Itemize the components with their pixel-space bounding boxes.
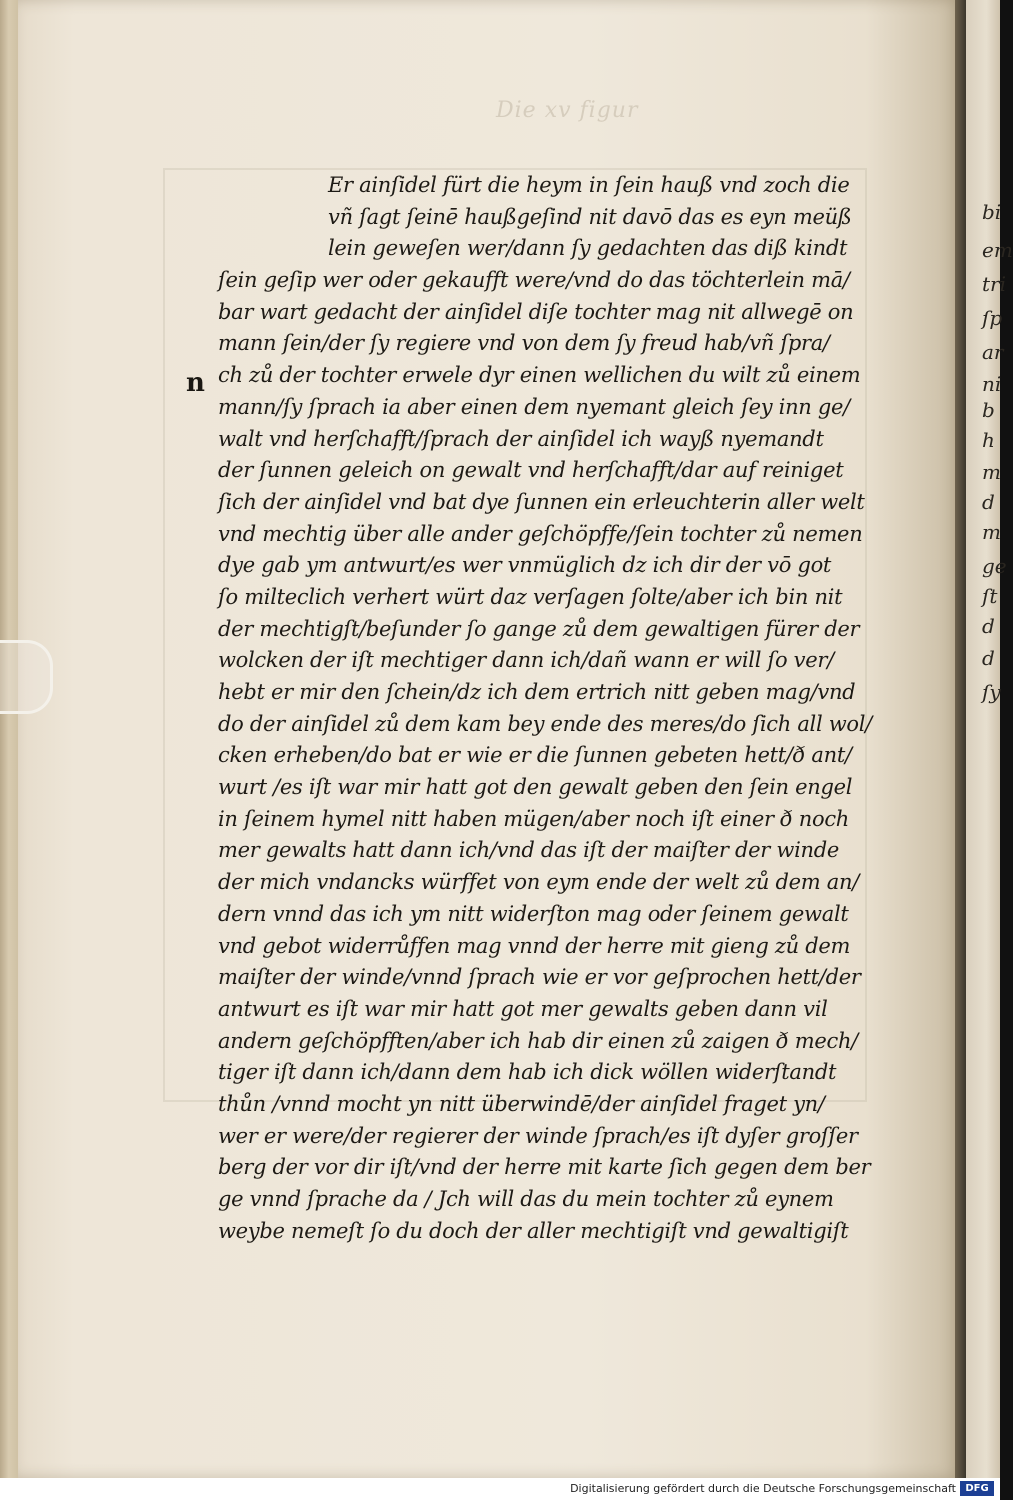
text-line: antwurt es iſt war mir hatt got mer gewalts geben dann vil: [218, 996, 828, 1021]
text-line: ſich der ainſidel vnd bat dye ſunnen ein erleuchterin aller welt: [218, 489, 865, 514]
facing-page-fragment: ſy: [982, 680, 1001, 704]
facing-page-fragment: m: [982, 460, 1001, 484]
text-line: der ſunnen geleich on gewalt vnd herſchafft/dar auf reiniget: [218, 458, 844, 483]
text-line: lein geweſen wer/dann ſy gedachten das diß kindt: [328, 236, 848, 261]
text-line: vnd gebot widerrůffen mag vnnd der herre mit gieng zů dem: [218, 933, 851, 958]
text-line: mann ſein/der ſy regiere vnd von dem ſy freud hab/vñ ſpra/: [218, 331, 830, 356]
text-line: ch zů der tochter erwele dyr einen wellichen du wilt zů einem: [218, 363, 861, 388]
text-line: wer er were/der regierer der winde ſprach/es iſt dyſer groſſer: [218, 1123, 858, 1148]
text-line: dern vnnd das ich ym nitt widerſton mag oder ſeinem gewalt: [218, 901, 849, 926]
dfg-logo: DFG: [960, 1481, 994, 1496]
facing-page-fragment: bi: [982, 200, 1002, 224]
text-line: wurt /es iſt war mir hatt got den gewalt geben den ſein engel: [218, 775, 853, 800]
facing-page-fragment: ge: [982, 554, 1007, 578]
text-line: vnd mechtig über alle ander geſchöpffe/ſein tochter zů nemen: [218, 521, 863, 546]
text-line: walt vnd herſchafft/ſprach der ainſidel ich wayß nyemandt: [218, 426, 824, 451]
text-line: in ſeinem hymel nitt haben mügen/aber noch iſt einer ð noch: [218, 806, 850, 831]
text-line: der mich vndancks würffet von eym ende der welt zů dem an/: [218, 870, 859, 895]
text-line: berg der vor dir iſt/vnd der herre mit karte ſich gegen dem ber: [218, 1155, 871, 1180]
facing-page-fragment: ſp: [982, 306, 1003, 330]
facing-page-fragment: ſt: [982, 584, 998, 608]
text-line: bar wart gedacht der ainſidel diſe tochter mag nit allwegē on: [218, 299, 854, 324]
text-line: weybe nemeſt ſo du doch der aller mechtigiſt vnd gewaltigiſt: [218, 1218, 849, 1243]
text-line: hebt er mir den ſchein/dz ich dem ertrich nitt geben mag/vnd: [218, 680, 856, 704]
facing-page-edge: [966, 0, 1013, 1478]
faint-header: Die xv figur: [496, 98, 639, 123]
facing-page-fragment: b: [982, 398, 995, 422]
text-line: tiger iſt dann ich/dann dem hab ich dick wöllen widerſtandt: [218, 1060, 837, 1085]
text-line: ge vnnd ſprache da / Jch will das du mein tochter zů eynem: [218, 1187, 834, 1211]
facing-page-fragment: d: [982, 646, 995, 670]
text-line: cken erheben/do bat er wie er die ſunnen gebeten hett/ð ant/: [218, 743, 852, 768]
text-line: mann/ſy ſprach ia aber einen dem nyemant gleich ſey inn ge/: [218, 394, 850, 419]
text-line: ſo milteclich verhert würt daz verſagen ſolte/aber ich bin nit: [218, 584, 843, 609]
text-line: maiſter der winde/vnnd ſprach wie er vor geſprochen hett/der: [218, 965, 861, 990]
facing-page-fragment: h: [982, 428, 995, 452]
facing-page-fragment: em: [982, 238, 1013, 262]
facing-page-fragment: ar: [982, 340, 1004, 364]
facing-page-fragment: m: [982, 520, 1001, 544]
book-page: [18, 0, 960, 1478]
body-text: [218, 170, 878, 1247]
facing-page-fragment: d: [982, 614, 995, 638]
facing-page-fragment: tri: [982, 272, 1006, 296]
text-line: Er ainſidel fürt die heym in ſein hauß vnd zoch die: [328, 173, 850, 197]
margin-note: n: [186, 368, 205, 398]
text-line: do der ainſidel zů dem kam bey ende des meres/do ſich all wol/: [218, 711, 872, 736]
facing-page-fragment: ni: [982, 372, 1002, 396]
text-line: dye gab ym antwurt/es wer vnmüglich dz ich dir der vō got: [218, 553, 832, 578]
facing-page-fragment: d: [982, 490, 995, 514]
funding-credit: Digitalisierung gefördert durch die Deutsche Forschungsgemeinschaft: [570, 1482, 956, 1495]
text-line: ſein geſip wer oder gekaufft were/vnd do das töchterlein mā/: [218, 268, 850, 293]
footer-bar: [0, 1478, 1000, 1500]
text-line: der mechtigſt/beſunder ſo gange zů dem gewaltigen fürer der: [218, 616, 860, 641]
page-tab-marker: [0, 640, 53, 714]
text-line: thůn /vnnd mocht yn nitt überwindē/der ainſidel fraget yn/: [218, 1091, 825, 1116]
text-line: mer gewalts hatt dann ich/vnd das iſt der maiſter der winde: [218, 838, 839, 863]
text-line: vñ ſagt ſeinē haußgeſind nit davō das es eyn meüß: [328, 204, 852, 229]
text-line: wolcken der iſt mechtiger dann ich/dañ wann er will ſo ver/: [218, 648, 834, 673]
text-line: andern geſchöpfften/aber ich hab dir einen zů zaigen ð mech/: [218, 1028, 858, 1053]
